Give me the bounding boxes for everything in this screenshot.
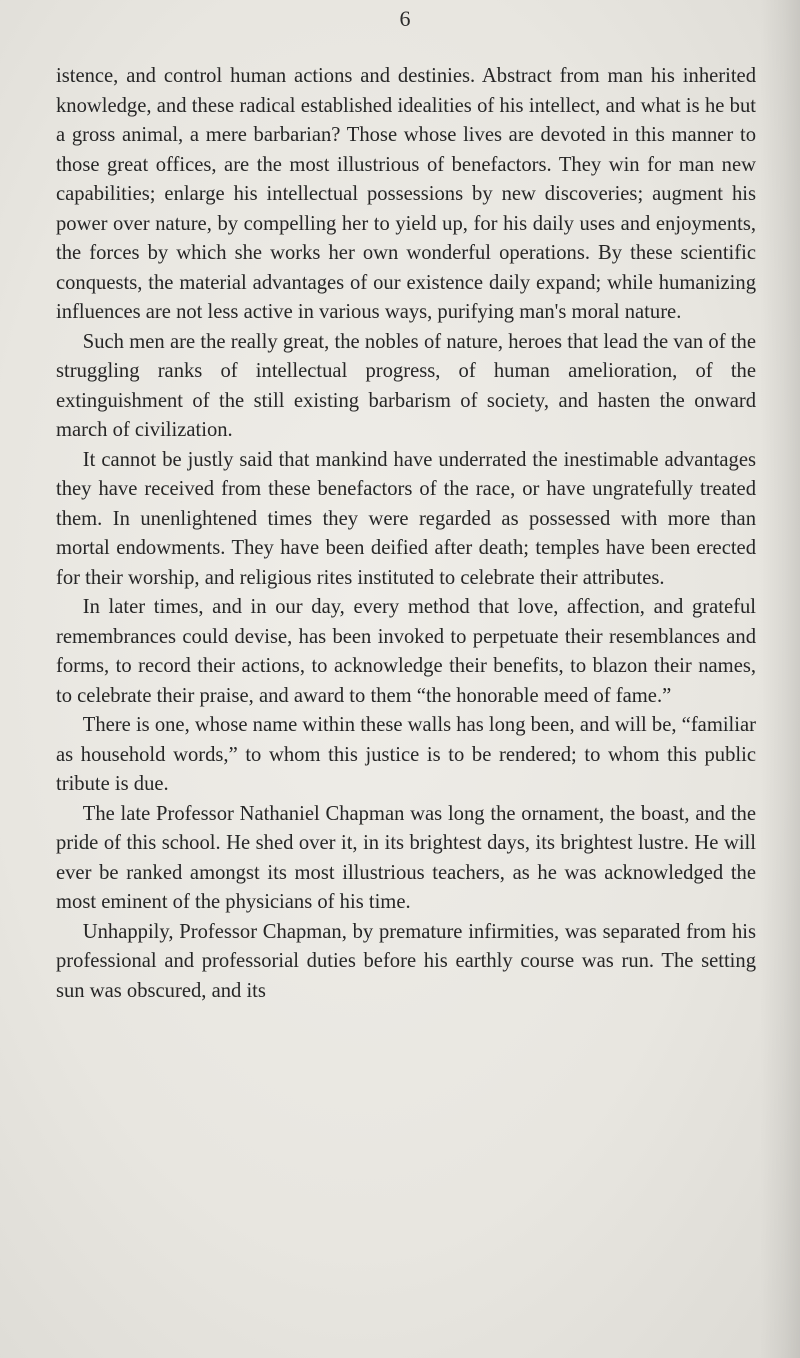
body-text bbox=[56, 62, 756, 1006]
paragraph-3: It cannot be justly said that mankind have underrated the inestimable advantages they have received from these benefactors of the race, or have ungratefully treated them. In unenlightened times they were regarded as possessed with more than mortal endowments. They have been deified after death; temples have been erected for their worship, and religious rites instituted to celebrate their attributes. bbox=[56, 448, 756, 589]
paragraph-7: Unhappily, Professor Chapman, by premature infirmities, was separated from his professional and professorial duties before his earthly course was run. The setting sun was obscured, and its bbox=[56, 920, 756, 1002]
page-edge-shadow bbox=[760, 0, 800, 1358]
page-number: 6 bbox=[399, 6, 411, 31]
paragraph-2: Such men are the really great, the nobles of nature, heroes that lead the van of the struggling ranks of intellectual progress, of human amelioration, of the extinguishment of the still existing barbarism of society, and hasten the onward march of civilization. bbox=[56, 330, 756, 441]
paragraph-1: istence, and control human actions and destinies. Abstract from man his inherited knowledge, and these radical established idealities of his intellect, and what is he but a gross animal, a mere barbarian? Those whose lives are devoted in this manner to those great offices, are the most illustrious of benefactors. They win for man new capabilities; enlarge his intellectual possessions by new discoveries; augment his power over nature, by compelling her to yield up, for his daily uses and enjoyments, the forces by which she works her own wonderful operations. By these scientific conquests, the material advantages of our existence daily expand; while humanizing influences are not less active in various ways, purifying man's moral nature. bbox=[56, 65, 756, 323]
paragraph-5: There is one, whose name within these walls has long been, and will be, “familiar as household words,” to whom this justice is to be rendered; to whom this public tribute is due. bbox=[56, 714, 756, 795]
paragraph-4: In later times, and in our day, every method that love, affection, and grateful remembrances could devise, has been invoked to perpetuate their resemblances and forms, to record their actions, to acknowledge their benefits, to blazon their names, to celebrate their praise, and award to them “the honorable meed of fame.” bbox=[56, 596, 756, 707]
paragraph-6: The late Professor Nathaniel Chapman was long the ornament, the boast, and the pride of this school. He shed over it, in its brightest days, its brightest lustre. He will ever be ranked amongst its most illustrious teachers, as he was acknowledged the most eminent of the physicians of his time. bbox=[56, 802, 756, 913]
